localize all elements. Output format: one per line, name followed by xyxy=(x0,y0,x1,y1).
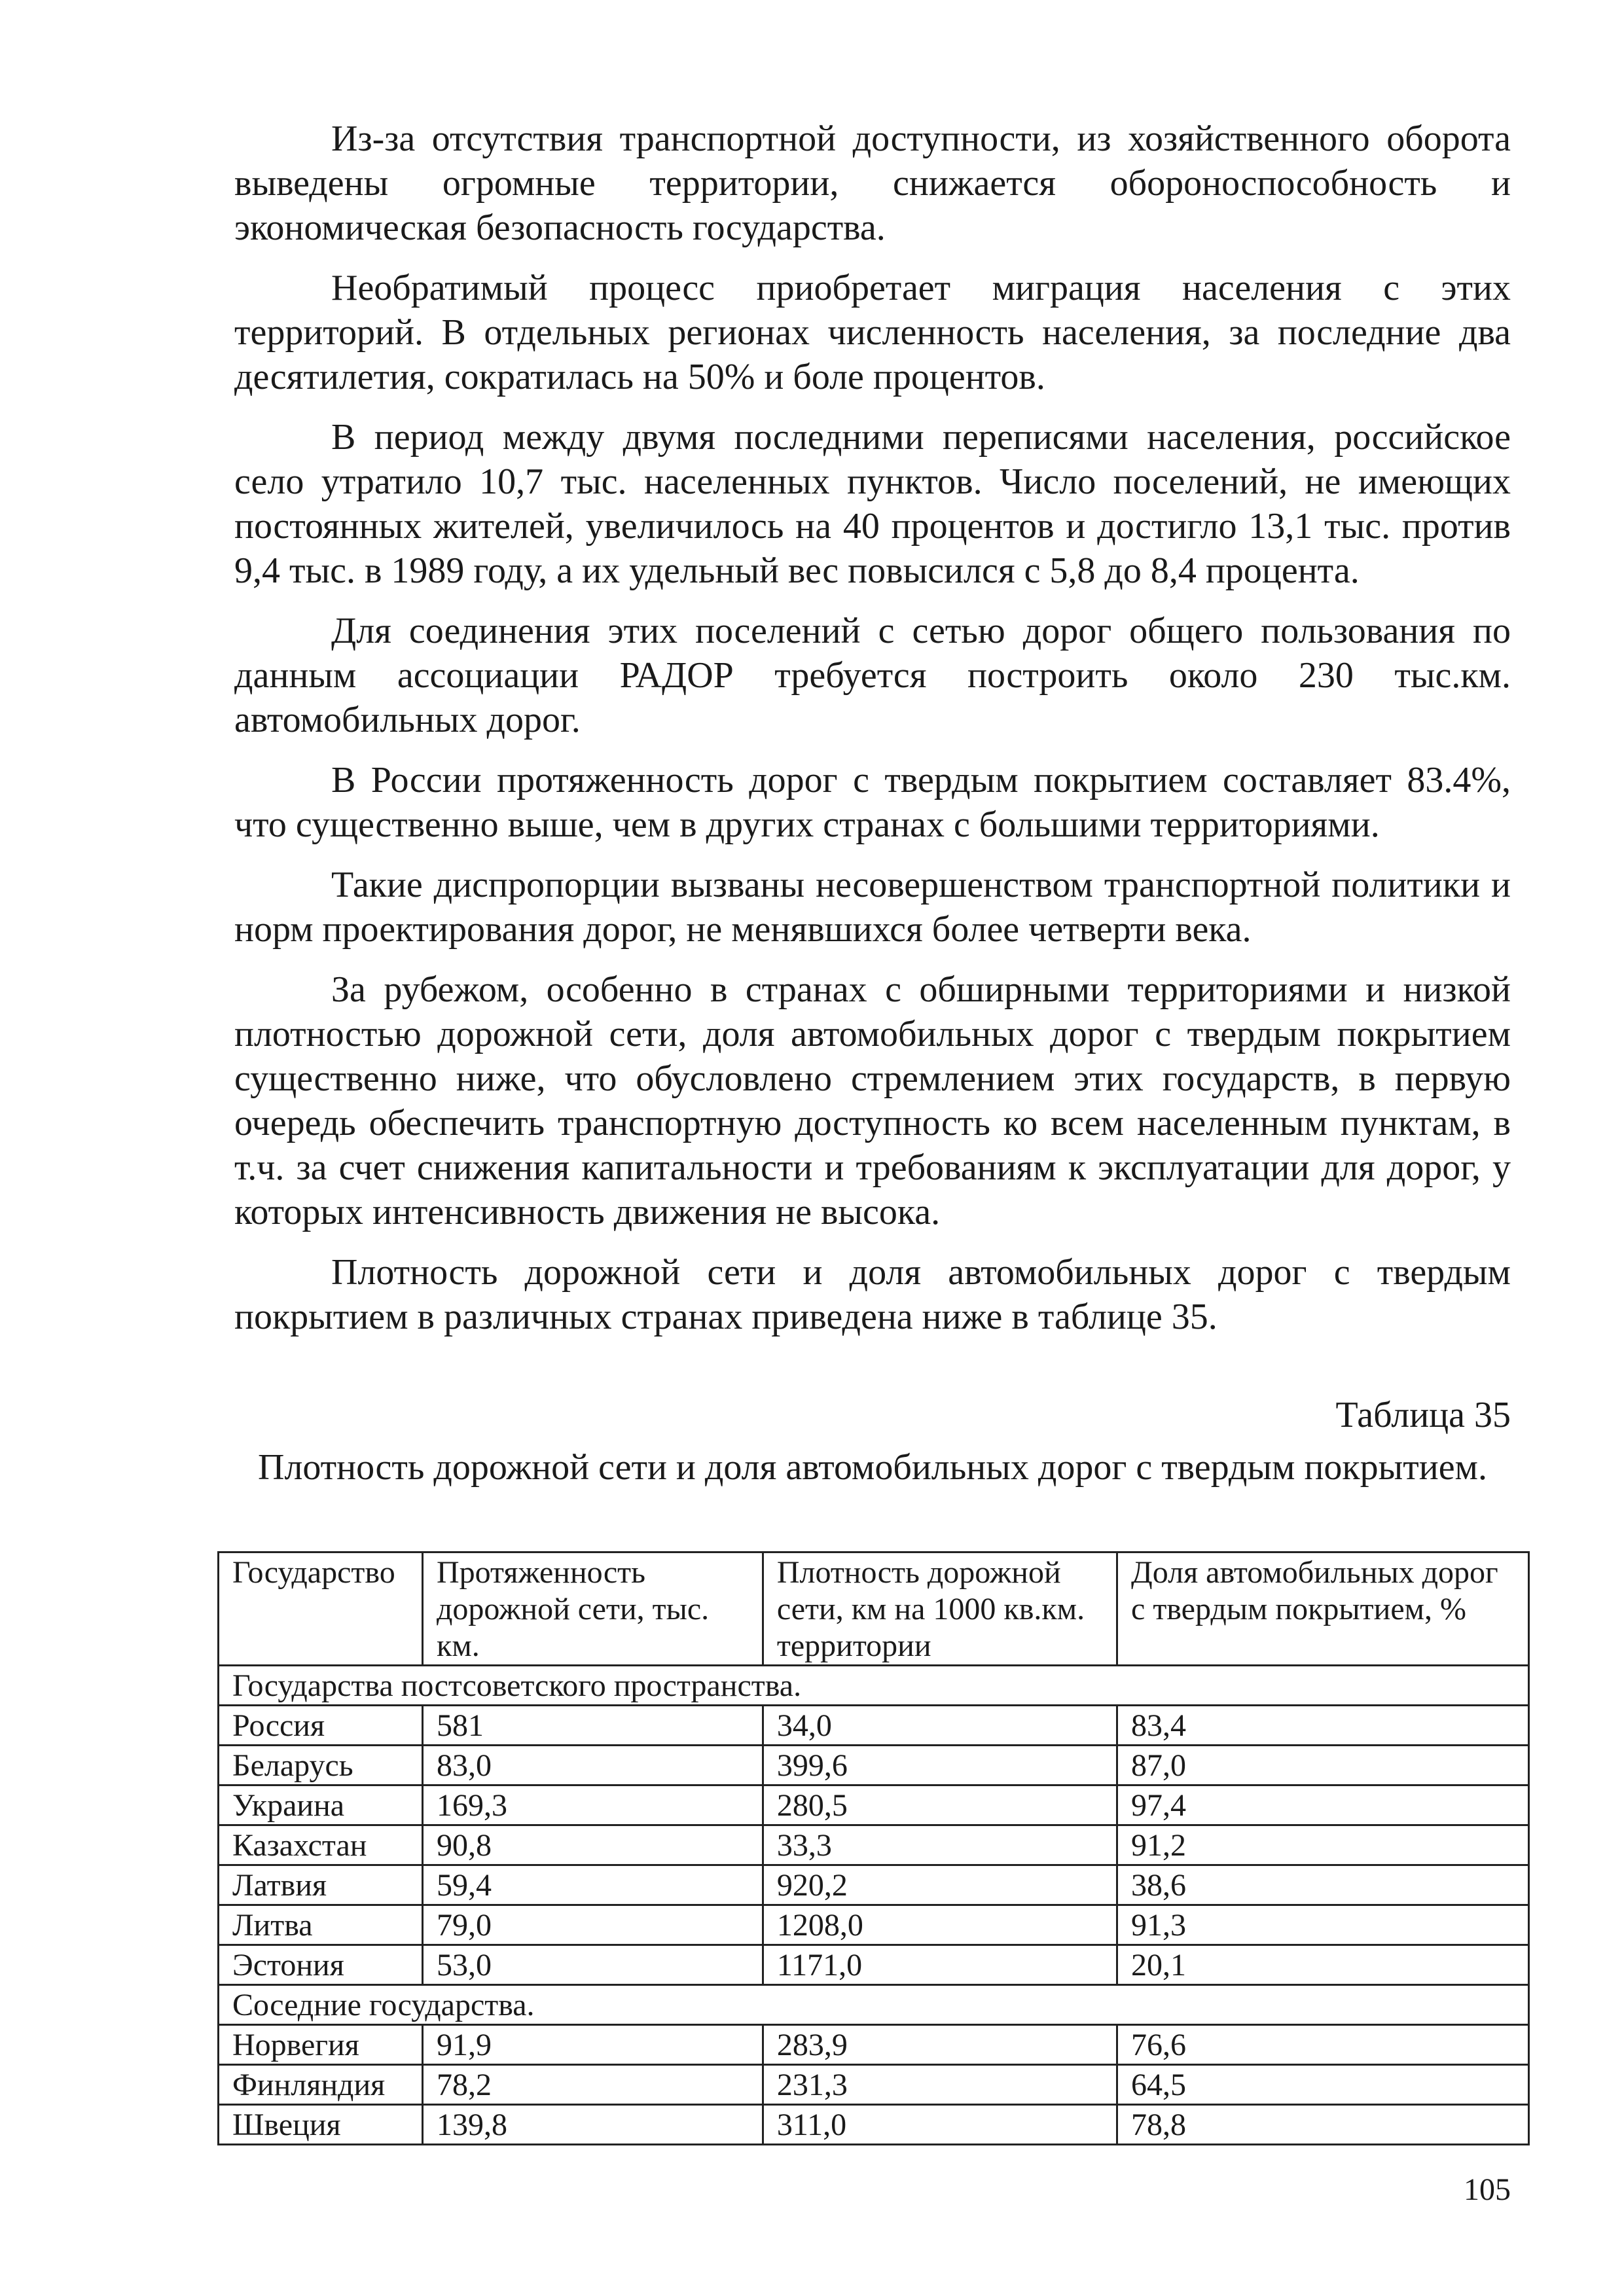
table-header-row xyxy=(219,1552,1529,1666)
paragraph: В России протяженность дорог с твердым покрытием составляет 83.4%, что существенно выше, чем в других странах с большими территориями. xyxy=(234,760,1511,845)
cell-density: 283,9 xyxy=(763,2025,1117,2065)
paragraph: Из-за отсутствия транспортной доступности, из хозяйственного оборота выведены огромные территории, снижается обороноспособность и экономическая безопасность государства. xyxy=(234,118,1511,248)
cell-country: Эстония xyxy=(219,1945,423,1985)
cell-country: Латвия xyxy=(219,1865,423,1905)
paragraph: Для соединения этих поселений с сетью дорог общего пользования по данным ассоциации РАДОР требуется построить около 230 тыс.км. автомобильных дорог. xyxy=(234,611,1511,740)
cell-country: Украина xyxy=(219,1785,423,1825)
cell-paved-share: 78,8 xyxy=(1117,2105,1529,2145)
table-row xyxy=(219,1945,1529,1985)
table-row xyxy=(219,1865,1529,1905)
cell-paved-share: 64,5 xyxy=(1117,2065,1529,2105)
cell-country: Швеция xyxy=(219,2105,423,2145)
header-length: Протяженность дорожной сети, тыс. км. xyxy=(423,1552,763,1666)
cell-country: Казахстан xyxy=(219,1825,423,1865)
road-density-table xyxy=(217,1551,1530,2145)
cell-country: Финляндия xyxy=(219,2065,423,2105)
header-density: Плотность дорожной сети, км на 1000 кв.км. территории xyxy=(763,1552,1117,1666)
table-row xyxy=(219,2105,1529,2145)
table-row xyxy=(219,2025,1529,2065)
cell-density: 280,5 xyxy=(763,1785,1117,1825)
table-row xyxy=(219,1905,1529,1945)
cell-length: 53,0 xyxy=(423,1945,763,1985)
cell-density: 1171,0 xyxy=(763,1945,1117,1985)
table-row xyxy=(219,1825,1529,1865)
body-text xyxy=(234,117,1511,1355)
table-number: Таблица 35 xyxy=(1335,1395,1511,1435)
header-paved-share: Доля автомобильных дорог с твердым покрытием, % xyxy=(1117,1552,1529,1666)
header-country: Государство xyxy=(219,1552,423,1666)
table-row xyxy=(219,1746,1529,1785)
cell-length: 169,3 xyxy=(423,1785,763,1825)
cell-paved-share: 20,1 xyxy=(1117,1945,1529,1985)
cell-country: Литва xyxy=(219,1905,423,1945)
cell-length: 59,4 xyxy=(423,1865,763,1905)
cell-density: 1208,0 xyxy=(763,1905,1117,1945)
cell-paved-share: 91,3 xyxy=(1117,1905,1529,1945)
group-title: Государства постсоветского пространства. xyxy=(219,1666,1529,1706)
cell-length: 91,9 xyxy=(423,2025,763,2065)
paragraph: Необратимый процесс приобретает миграция населения с этих территорий. В отдельных регионах численность населения, за последние два десятилетия, сократилась на 50% и боле процентов. xyxy=(234,268,1511,397)
cell-length: 581 xyxy=(423,1706,763,1746)
cell-paved-share: 38,6 xyxy=(1117,1865,1529,1905)
cell-paved-share: 76,6 xyxy=(1117,2025,1529,2065)
cell-length: 90,8 xyxy=(423,1825,763,1865)
cell-country: Норвегия xyxy=(219,2025,423,2065)
cell-length: 139,8 xyxy=(423,2105,763,2145)
table-row xyxy=(219,2065,1529,2105)
paragraph: За рубежом, особенно в странах с обширными территориями и низкой плотностью дорожной сети, доля автомобильных дорог с твердым покрытием существенно ниже, что обусловлено стремлением этих государств, в первую очередь обеспечить транспортную доступность ко всем населенным пунктам, в т.ч. за счет снижения капитальности и требованиям к эксплуатации для дорог, у которых интенсивность движения не высока. xyxy=(234,969,1511,1232)
cell-paved-share: 91,2 xyxy=(1117,1825,1529,1865)
cell-density: 231,3 xyxy=(763,2065,1117,2105)
cell-length: 79,0 xyxy=(423,1905,763,1945)
table-row xyxy=(219,1785,1529,1825)
page-number: 105 xyxy=(1464,2172,1511,2207)
group-row xyxy=(219,1666,1529,1706)
paragraph: Плотность дорожной сети и доля автомобильных дорог с твердым покрытием в различных странах приведена ниже в таблице 35. xyxy=(234,1252,1511,1337)
cell-paved-share: 87,0 xyxy=(1117,1746,1529,1785)
paragraph: Такие диспропорции вызваны несовершенством транспортной политики и норм проектирования дорог, не менявшихся более четверти века. xyxy=(234,865,1511,950)
cell-paved-share: 97,4 xyxy=(1117,1785,1529,1825)
cell-density: 920,2 xyxy=(763,1865,1117,1905)
cell-density: 399,6 xyxy=(763,1746,1117,1785)
table-title: Плотность дорожной сети и доля автомобильных дорог с твердым покрытием. xyxy=(258,1447,1487,1488)
group-row xyxy=(219,1985,1529,2025)
cell-density: 33,3 xyxy=(763,1825,1117,1865)
cell-length: 78,2 xyxy=(423,2065,763,2105)
cell-paved-share: 83,4 xyxy=(1117,1706,1529,1746)
table-row xyxy=(219,1706,1529,1746)
cell-density: 34,0 xyxy=(763,1706,1117,1746)
group-title: Соседние государства. xyxy=(219,1985,1529,2025)
cell-country: Беларусь xyxy=(219,1746,423,1785)
cell-density: 311,0 xyxy=(763,2105,1117,2145)
cell-country: Россия xyxy=(219,1706,423,1746)
cell-length: 83,0 xyxy=(423,1746,763,1785)
paragraph: В период между двумя последними переписями населения, российское село утратило 10,7 тыс. населенных пунктов. Число поселений, не имеющих постоянных жителей, увеличилось на 40 процентов и достигло 13,1 тыс. против 9,4 тыс. в 1989 году, а их удельный вес повысился с 5,8 до 8,4 процента. xyxy=(234,417,1511,591)
